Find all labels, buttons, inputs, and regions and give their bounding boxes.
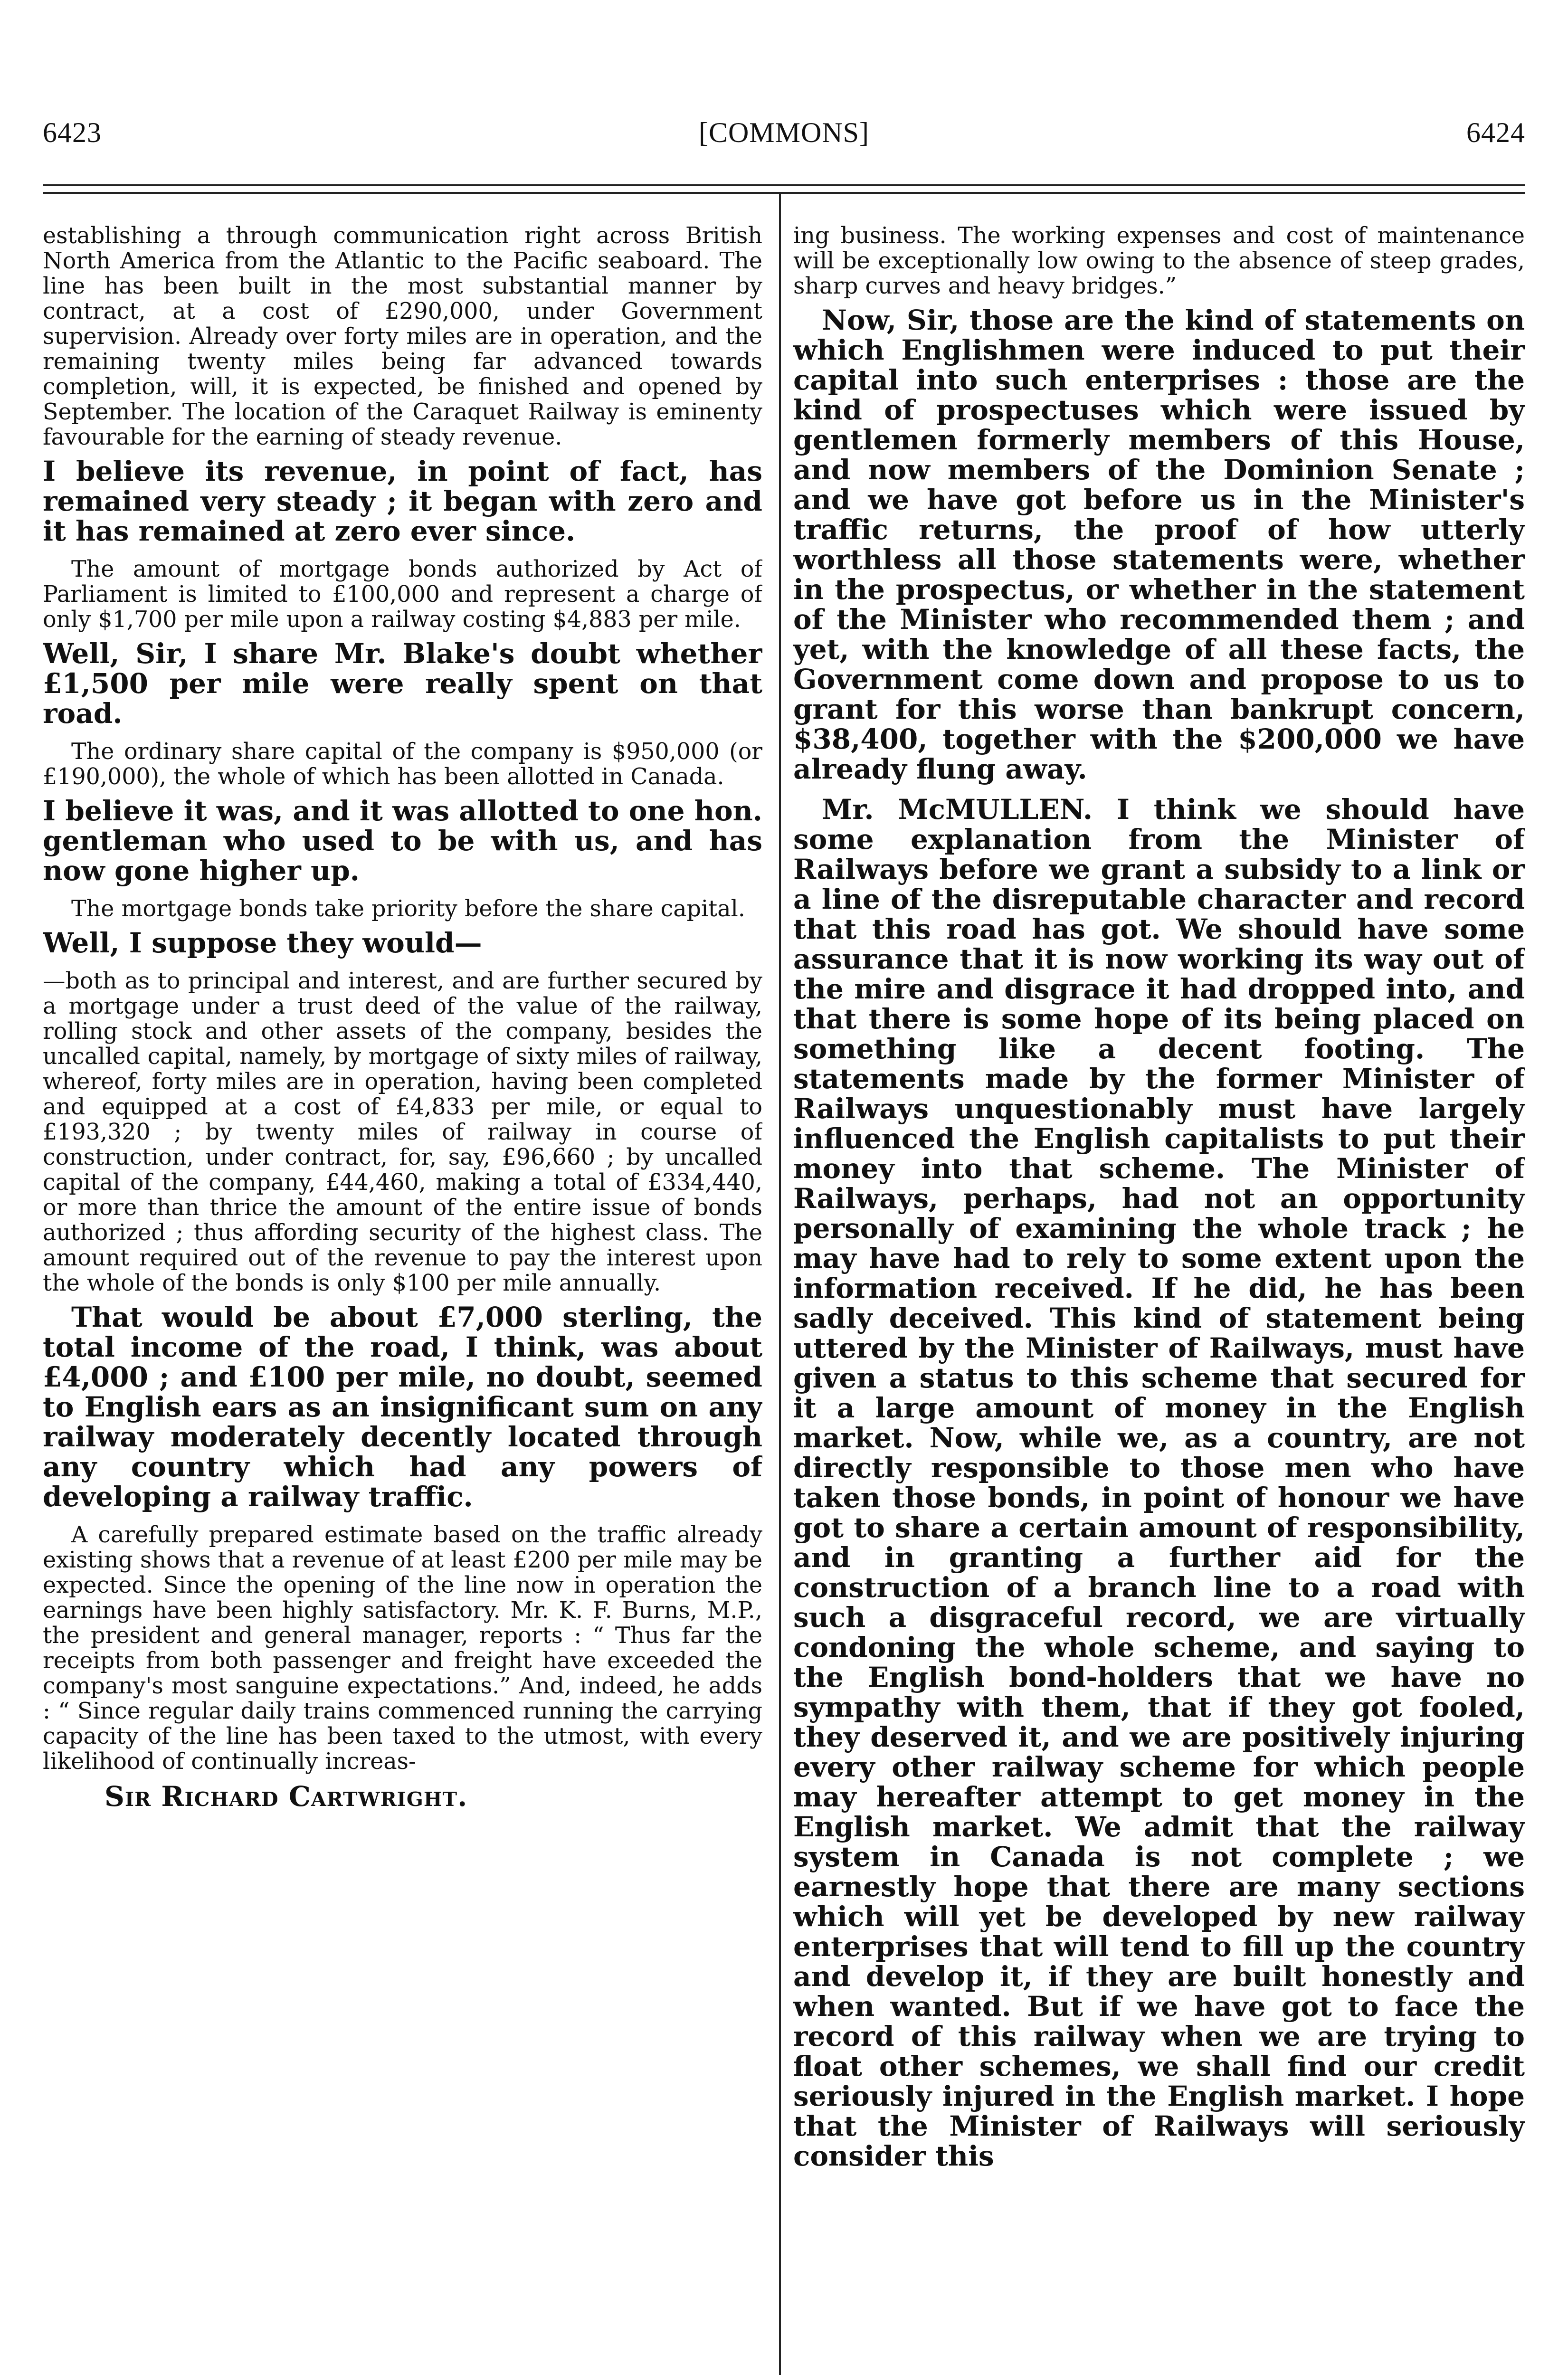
page-number-left: 6423 — [43, 117, 102, 148]
page-number-right: 6424 — [1466, 117, 1525, 148]
speech-paragraph: Well, Sir, I share Mr. Blake's doubt whether £1,500 per mile were really spent on that road. — [43, 637, 762, 730]
left-column — [43, 223, 762, 2375]
quoted-paragraph: establishing a through communication right across British North America from the Atlantic to the Pacific seaboard. The line has been built in the most substantial manner by contract, at a cost of £290,000, under Government supervision. Already over forty miles are in operation, and the remaining twenty miles being far advanced towards completion, will, it is expected, be finished and opened by September. The location of the Caraquet Railway is eminenty favourable for the earning of steady revenue. — [43, 223, 762, 450]
header-title: [COMMONS] — [698, 117, 870, 148]
quoted-paragraph: The amount of mortgage bonds authorized by Act of Parliament is limited to £100,000 and represent a charge of only $1,700 per mile upon a railway costing $4,883 per mile. — [43, 556, 762, 633]
speech-paragraph: Now, Sir, those are the kind of statements on which Englishmen were induced to put their capital into such enterprises : those are the kind of prospectuses which were issued by gentlemen formerly members of this House, and now members of the Dominion Senate ; and we have got before us in the Minister's traffic returns, the proof of how utterly worthless all those statements were, whether in the prospectus, or whether in the statement of the Minister who recommended them ; and yet, with the knowledge of all these facts, the Government come down and propose to us to grant for this worse than bankrupt concern, $38,400, together with the $200,000 we have already flung away. — [793, 304, 1525, 785]
quoted-paragraph: A carefully prepared estimate based on the traffic already existing shows that a revenue of at least £200 per mile may be expected. Since the opening of the line now in operation the earnings have been highly satisfactory. Mr. K. F. Burns, M.P., the president and general manager, reports : “ Thus far the receipts from both passenger and freight have exceeded the company's most sanguine expectations.” And, indeed, he adds : “ Since regular daily trains commenced running the carrying capacity of the line has been taxed to the utmost, with every likelihood of continually increas- — [43, 1522, 762, 1775]
quoted-paragraph: ing business. The working expenses and cost of maintenance will be exceptionally low owing to the absence of steep grades, sharp curves and heavy bridges.” — [793, 223, 1525, 299]
quoted-paragraph: The mortgage bonds take priority before the share capital. — [71, 896, 745, 922]
quoted-paragraph: —both as to principal and interest, and are further secured by a mortgage under a trust deed of the value of the railway, rolling stock and other assets of the company, besides the uncalled capital, namely, by mortgage of sixty miles of railway, whereof, forty miles are in operation, having been completed and equipped at a cost of £4,833 per mile, or equal to £193,320 ; by twenty miles of railway in course of construction, under contract, for, say, £96,660 ; by uncalled capital of the company, £44,460, making a total of £334,440, or more than thrice the amount of the entire issue of bonds authorized ; thus affording security of the highest class. The amount required out of the revenue to pay the interest upon the whole of the bonds is only $100 per mile annually. — [43, 968, 762, 1296]
right-column — [793, 223, 1525, 2375]
speech-paragraph: I believe its revenue, in point of fact, has remained very steady ; it began with zero and it has remained at zero ever since. — [43, 455, 762, 547]
quoted-paragraph: The ordinary share capital of the company is $950,000 (or £190,000), the whole of which has been allotted in Canada. — [43, 739, 762, 790]
speech-paragraph: I believe it was, and it was allotted to one hon. gentleman who used to be with us, and has now gone higher up. — [43, 795, 762, 887]
speaker-signature: Sir Richard Cartwright. — [105, 1780, 468, 1813]
speech-paragraph: Mr. McMULLEN. I think we should have some explanation from the Minister of Railways before we grant a subsidy to a link or a line of the disreputable character and record that this road has got. We should have some assurance that it is now working its way out of the mire and disgrace it had dropped into, and that there is some hope of its being placed on something like a decent footing. The statements made by the former Minister of Railways unquestionably must have largely influenced the English capitalists to put their money into that scheme. The Minister of Railways, perhaps, had not an opportunity personally of examining the whole track ; he may have had to rely to some extent upon the information received. If he did, he has been sadly deceived. This kind of statement being uttered by the Minister of Railways, must have given a status to this scheme that secured for it a large amount of money in the English market. Now, while we, as a country, are not directly responsible to those men who have taken those bonds, in point of honour we have got to share a certain amount of responsibility, and in granting a further aid for the construction of a branch line to a road with such a disgraceful record, we are virtually condoning the whole scheme, and saying to the English bond-holders that we have no sympathy with them, that if they got fooled, they deserved it, and we are positively injuring every other railway scheme for which people may hereafter attempt to get money in the English market. We admit that the railway system in Canada is not complete ; we earnestly hope that there are many sections which will yet be developed by new railway enterprises that will tend to fill up the country and develop it, if they are built honestly and when wanted. But if we have got to face the record of this railway when we are trying to float other schemes, we shall find our credit seriously injured in the English market. I hope that the Minister of Railways will seriously consider this — [793, 793, 1525, 2172]
header-rule-bottom — [43, 192, 1525, 194]
speech-paragraph: Well, I suppose they would— — [43, 927, 482, 959]
speech-paragraph: That would be about £7,000 sterling, the total income of the road, I think, was about £4,000 ; and £100 per mile, no doubt, seemed to English ears as an insignificant sum on any railway moderately decently located through any country which had any powers of developing a railway traffic. — [43, 1301, 762, 1513]
running-header — [43, 116, 1525, 154]
header-rule-top — [43, 184, 1525, 186]
column-divider — [779, 194, 781, 2375]
